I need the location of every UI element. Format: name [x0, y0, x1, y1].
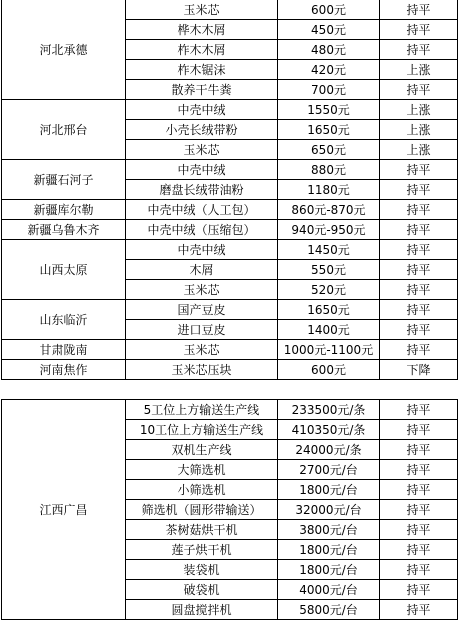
price-cell: 1400元 — [278, 320, 380, 340]
trend-cell: 持平 — [380, 200, 458, 220]
trend-cell: 持平 — [380, 220, 458, 240]
product-cell: 玉米芯 — [126, 0, 278, 20]
product-cell: 进口豆皮 — [126, 320, 278, 340]
product-cell: 中壳中绒 — [126, 160, 278, 180]
trend-cell: 持平 — [380, 160, 458, 180]
region-cell: 河南焦作 — [2, 360, 126, 380]
price-cell: 2700元/台 — [278, 460, 380, 480]
table-row — [2, 240, 458, 260]
trend-cell: 持平 — [380, 20, 458, 40]
price-cell: 4000元/台 — [278, 580, 380, 600]
price-cell: 3800元/台 — [278, 520, 380, 540]
product-cell: 小壳长绒带粉 — [126, 120, 278, 140]
table-row — [2, 400, 458, 420]
price-cell: 420元 — [278, 60, 380, 80]
table-row — [2, 200, 458, 220]
trend-cell: 持平 — [380, 600, 458, 620]
table-row — [2, 340, 458, 360]
product-cell: 小筛选机 — [126, 480, 278, 500]
trend-cell: 持平 — [380, 460, 458, 480]
price-cell: 700元 — [278, 80, 380, 100]
trend-cell: 持平 — [380, 500, 458, 520]
trend-cell: 持平 — [380, 400, 458, 420]
product-cell: 破袋机 — [126, 580, 278, 600]
trend-cell: 持平 — [380, 280, 458, 300]
product-cell: 国产豆皮 — [126, 300, 278, 320]
trend-cell: 持平 — [380, 40, 458, 60]
price-cell: 1800元/台 — [278, 540, 380, 560]
trend-cell: 持平 — [380, 440, 458, 460]
product-cell: 桦木木屑 — [126, 20, 278, 40]
price-cell: 233500元/条 — [278, 400, 380, 420]
trend-cell: 持平 — [380, 240, 458, 260]
price-cell: 410350元/条 — [278, 420, 380, 440]
price-cell: 24000元/条 — [278, 440, 380, 460]
price-table-materials — [1, 0, 458, 380]
price-table-body — [2, 399, 458, 620]
price-cell: 1550元 — [278, 100, 380, 120]
trend-cell: 持平 — [380, 420, 458, 440]
trend-cell: 持平 — [380, 0, 458, 20]
trend-cell: 持平 — [380, 180, 458, 200]
region-cell: 新疆乌鲁木齐 — [2, 220, 126, 240]
region-cell: 河北邢台 — [2, 100, 126, 160]
trend-cell: 持平 — [380, 520, 458, 540]
price-cell: 860元-870元 — [278, 200, 380, 220]
price-table-body — [2, 0, 458, 380]
table-row — [2, 100, 458, 120]
price-cell: 450元 — [278, 20, 380, 40]
price-cell: 32000元/台 — [278, 500, 380, 520]
price-cell: 550元 — [278, 260, 380, 280]
price-cell: 650元 — [278, 140, 380, 160]
trend-cell: 持平 — [380, 480, 458, 500]
table-row — [2, 0, 458, 20]
trend-cell: 持平 — [380, 80, 458, 100]
trend-cell: 持平 — [380, 300, 458, 320]
price-cell: 1650元 — [278, 120, 380, 140]
product-cell: 5工位上方输送生产线 — [126, 400, 278, 420]
product-cell: 10工位上方输送生产线 — [126, 420, 278, 440]
product-cell: 散养干牛粪 — [126, 80, 278, 100]
product-cell: 玉米芯 — [126, 280, 278, 300]
trend-cell: 上涨 — [380, 140, 458, 160]
region-cell: 新疆库尔勒 — [2, 200, 126, 220]
trend-cell: 上涨 — [380, 120, 458, 140]
price-cell: 1180元 — [278, 180, 380, 200]
region-cell: 江西广昌 — [2, 400, 126, 620]
product-cell: 双机生产线 — [126, 440, 278, 460]
price-cell: 480元 — [278, 40, 380, 60]
price-cell: 1800元/台 — [278, 560, 380, 580]
price-cell: 1650元 — [278, 300, 380, 320]
table-row — [2, 160, 458, 180]
table-row — [2, 300, 458, 320]
product-cell: 筛选机（圆形带输送） — [126, 500, 278, 520]
product-cell: 中壳中绒 — [126, 240, 278, 260]
price-cell: 880元 — [278, 160, 380, 180]
region-cell: 河北承德 — [2, 0, 126, 100]
trend-cell: 上涨 — [380, 100, 458, 120]
table-row — [2, 360, 458, 380]
price-cell: 1450元 — [278, 240, 380, 260]
product-cell: 中壳中绒（压缩包） — [126, 220, 278, 240]
region-cell: 新疆石河子 — [2, 160, 126, 200]
trend-cell: 持平 — [380, 320, 458, 340]
product-cell: 装袋机 — [126, 560, 278, 580]
product-cell: 莲子烘干机 — [126, 540, 278, 560]
trend-cell: 持平 — [380, 580, 458, 600]
trend-cell: 持平 — [380, 560, 458, 580]
region-cell: 山西太原 — [2, 240, 126, 300]
region-cell: 甘肃陇南 — [2, 340, 126, 360]
price-table-equipment — [1, 399, 458, 620]
trend-cell: 下降 — [380, 360, 458, 380]
product-cell: 圆盘搅拌机 — [126, 600, 278, 620]
price-cell: 600元 — [278, 360, 380, 380]
trend-cell: 持平 — [380, 540, 458, 560]
product-cell: 玉米芯 — [126, 140, 278, 160]
product-cell: 中壳中绒（人工包） — [126, 200, 278, 220]
product-cell: 磨盘长绒带油粉 — [126, 180, 278, 200]
region-cell: 山东临沂 — [2, 300, 126, 340]
trend-cell: 上涨 — [380, 60, 458, 80]
product-cell: 中壳中绒 — [126, 100, 278, 120]
product-cell: 玉米芯压块 — [126, 360, 278, 380]
product-cell: 茶树菇烘干机 — [126, 520, 278, 540]
price-cell: 1800元/台 — [278, 480, 380, 500]
price-cell: 1000元-1100元 — [278, 340, 380, 360]
product-cell: 柞木锯沫 — [126, 60, 278, 80]
product-cell: 大筛选机 — [126, 460, 278, 480]
product-cell: 玉米芯 — [126, 340, 278, 360]
trend-cell: 持平 — [380, 340, 458, 360]
product-cell: 柞木木屑 — [126, 40, 278, 60]
trend-cell: 持平 — [380, 260, 458, 280]
price-cell: 520元 — [278, 280, 380, 300]
price-cell: 5800元/台 — [278, 600, 380, 620]
price-cell: 600元 — [278, 0, 380, 20]
table-row — [2, 220, 458, 240]
product-cell: 木屑 — [126, 260, 278, 280]
price-cell: 940元-950元 — [278, 220, 380, 240]
